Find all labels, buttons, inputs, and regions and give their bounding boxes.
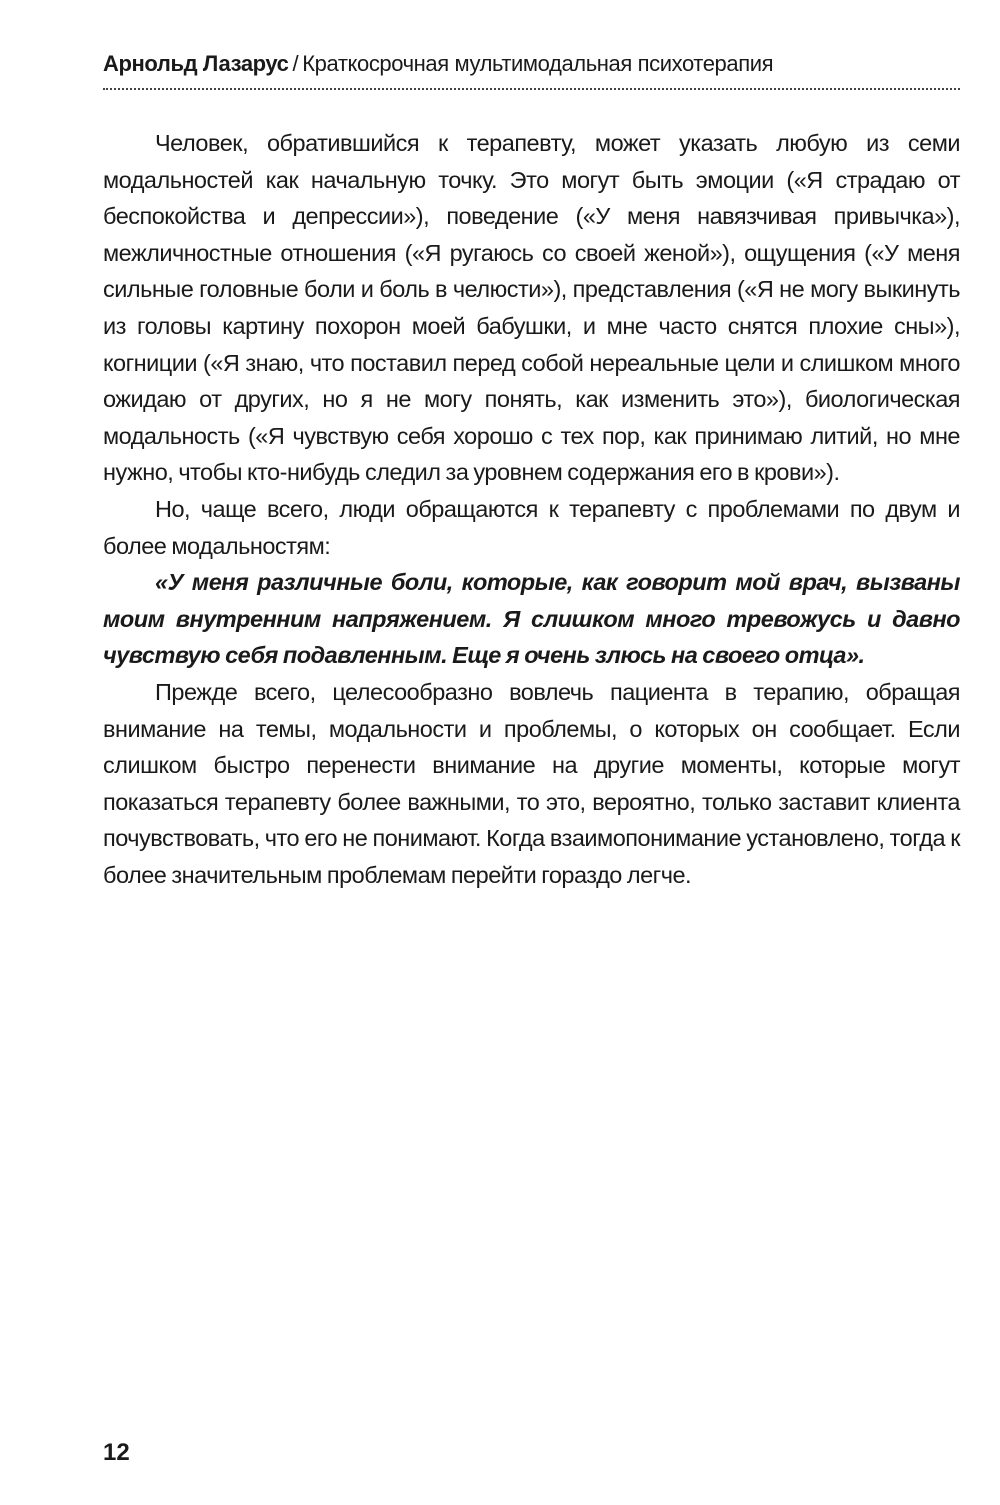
paragraph-engagement: Прежде всего, целесообразно вовлечь пациента в терапию, обращая внимание на темы, модальности и проблемы, о которых он сообщает. Если слишком быстро перенести внимание на другие моменты, которые могут показаться терапевту более важными, то это, вероятно, только заставит клиента почувствовать, что его не понимают. Когда взаимопонимание установлено, тогда к более значительным проблемам перейти гораздо легче. — [103, 678, 960, 888]
header-separator: / — [292, 51, 299, 76]
page-number: 12 — [103, 1439, 130, 1466]
page-body — [103, 125, 960, 893]
header-book-title: Краткосрочная мультимодальная психотерапия — [302, 51, 774, 76]
patient-quote: «У меня различные боли, которые, как говорит мой врач, вызваны моим внутренним напряжением. Я слишком много тревожусь и давно чувствую себя подавленным. Еще я очень злюсь на своего отца». — [103, 569, 960, 669]
header-author: Арнольд Лазарус — [103, 51, 289, 76]
paragraph-modalities: Человек, обратившийся к терапевту, может указать любую из семи модальностей как начальную точку. Это могут быть эмоции («Я страдаю от беспокойства и депрессии»), поведение («У меня навязчивая привычка»), межличностные отношения («Я ругаюсь со своей женой»), ощущения («У меня сильные головные боли и боль в челюсти»), представления («Я не могу выкинуть из головы картину похорон моей бабушки, и мне часто снятся плохие сны»), когниции («Я знаю, что поставил перед собой нереальные цели и слишком много ожидаю от других, но я не могу понять, как изменить это»), биологическая модальность («Я чувствую себя хорошо с тех пор, как принимаю литий, но мне нужно, чтобы кто-нибудь следил за уровнем содержания его в крови»). — [103, 130, 960, 486]
running-header — [103, 50, 960, 78]
header-dotted-rule — [103, 88, 960, 90]
paragraph-multiple-modalities: Но, чаще всего, люди обращаются к терапевту с проблемами по двум и более модальностям: — [103, 495, 960, 559]
